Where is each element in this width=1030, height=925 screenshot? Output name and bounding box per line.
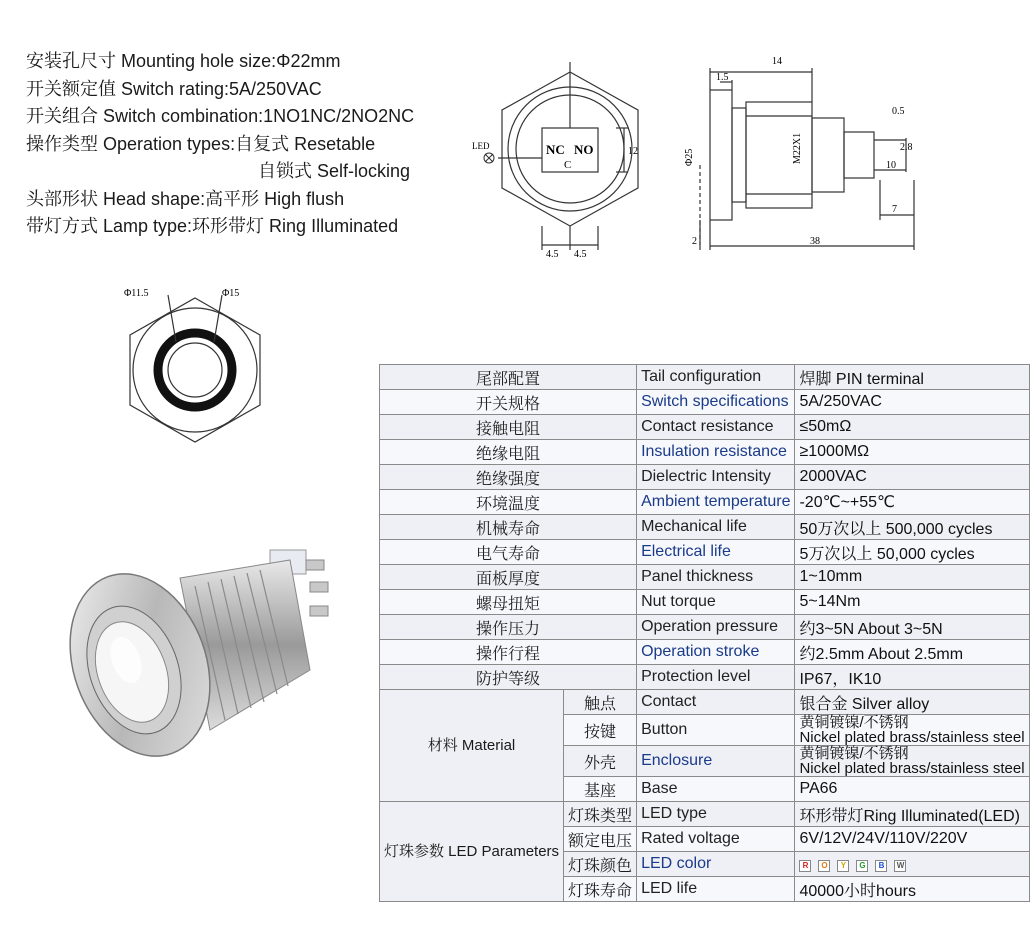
table-row	[380, 665, 1030, 690]
side-m22-label: M22X1	[792, 132, 803, 164]
table-row	[380, 415, 1030, 440]
row-en: Ambient temperature	[637, 490, 795, 515]
row-val: PA66	[795, 777, 1029, 802]
row-val-en: Nickel plated brass/stainless steel	[799, 760, 1025, 777]
led-color-chip: W	[894, 860, 906, 872]
table-row	[380, 490, 1030, 515]
led-color-chip: R	[799, 860, 811, 872]
table-row	[380, 440, 1030, 465]
spec-list	[26, 48, 414, 241]
row-en: Rated voltage	[637, 827, 795, 852]
row-val: 银合金 Silver alloy	[795, 690, 1029, 715]
table-row	[380, 615, 1030, 640]
row-en: Protection level	[637, 665, 795, 690]
spec-operation-types-2: 自锁式 Self-locking	[258, 161, 411, 181]
row-en: Mechanical life	[637, 515, 795, 540]
row-val: 约3~5N About 3~5N	[795, 615, 1029, 640]
row-en: Panel thickness	[637, 565, 795, 590]
row-cn: 防护等级	[380, 665, 637, 690]
row-en: LED color	[637, 852, 795, 877]
row-val: 5A/250VAC	[795, 390, 1029, 415]
row-cn: 外壳	[564, 746, 637, 777]
row-val: 40000小时hours	[795, 877, 1029, 902]
row-val: ≤50mΩ	[795, 415, 1029, 440]
table-row	[380, 565, 1030, 590]
table-row	[380, 690, 1030, 715]
row-val: ≥1000MΩ	[795, 440, 1029, 465]
row-cn: 绝缘电阻	[380, 440, 637, 465]
row-val	[795, 715, 1029, 746]
row-val	[795, 746, 1029, 777]
side-dim-2: 2	[692, 236, 697, 247]
row-cn: 面板厚度	[380, 565, 637, 590]
row-cn: 基座	[564, 777, 637, 802]
row-cn: 环境温度	[380, 490, 637, 515]
row-cn: 触点	[564, 690, 637, 715]
row-cn: 操作压力	[380, 615, 637, 640]
led-color-swatches	[795, 852, 1029, 877]
table-row	[380, 640, 1030, 665]
side-dim-05: 0.5	[892, 106, 905, 117]
row-val-cn: 黄铜镀镍/不锈钢	[799, 714, 909, 731]
row-cn: 电气寿命	[380, 540, 637, 565]
front-led-label: LED	[472, 141, 490, 151]
front-nc-label: NC	[546, 142, 565, 157]
spec-lamp-type: 带灯方式 Lamp type:环形带灯 Ring Illuminated	[26, 216, 399, 236]
side-dim-28: 2.8	[900, 142, 913, 153]
spec-switch-rating: 开关额定值 Switch rating:5A/250VAC	[26, 78, 322, 99]
table-row	[380, 590, 1030, 615]
spec-operation-types: 操作类型 Operation types:自复式 Resetable	[26, 133, 376, 154]
front-c-label: C	[564, 159, 572, 171]
row-val: 约2.5mm About 2.5mm	[795, 640, 1029, 665]
front-no-label: NO	[574, 142, 594, 157]
row-val: 1~10mm	[795, 565, 1029, 590]
row-en: LED type	[637, 802, 795, 827]
row-en: Insulation resistance	[637, 440, 795, 465]
side-view-drawing	[680, 50, 925, 260]
row-val: 2000VAC	[795, 465, 1029, 490]
side-dim-25: Φ25	[684, 148, 695, 166]
row-val: 6V/12V/24V/110V/220V	[795, 827, 1029, 852]
led-color-chip: Y	[837, 860, 849, 872]
row-cn: 开关规格	[380, 390, 637, 415]
row-en: Operation pressure	[637, 615, 795, 640]
side-dim-38: 38	[810, 236, 820, 247]
row-en: Base	[637, 777, 795, 802]
row-cn: 灯珠类型	[564, 802, 637, 827]
head-dim-115: Φ11.5	[124, 288, 149, 299]
row-val: 焊脚 PIN terminal	[795, 365, 1029, 390]
spec-mounting-hole: 安装孔尺寸 Mounting hole size:Φ22mm	[26, 51, 341, 71]
row-cn: 尾部配置	[380, 365, 637, 390]
row-cn: 操作行程	[380, 640, 637, 665]
row-val: 50万次以上 500,000 cycles	[795, 515, 1029, 540]
side-dim-14: 14	[772, 56, 782, 67]
row-en: Electrical life	[637, 540, 795, 565]
led-group-label: 灯珠参数 LED Parameters	[380, 802, 564, 902]
row-cn: 额定电压	[564, 827, 637, 852]
front-dim-45b: 4.5	[574, 249, 587, 260]
row-val-cn: 黄铜镀镍/不锈钢	[799, 745, 909, 762]
row-val: IP67，IK10	[795, 665, 1029, 690]
table-row	[380, 515, 1030, 540]
head-view-drawing	[110, 280, 280, 450]
row-cn: 螺母扭矩	[380, 590, 637, 615]
row-en: Enclosure	[637, 746, 795, 777]
table-row	[380, 365, 1030, 390]
row-val: -20℃~+55℃	[795, 490, 1029, 515]
table-row	[380, 390, 1030, 415]
row-cn: 机械寿命	[380, 515, 637, 540]
front-dim-12: 12	[628, 146, 638, 157]
row-cn: 按键	[564, 715, 637, 746]
row-en: Tail configuration	[637, 365, 795, 390]
row-val: 5~14Nm	[795, 590, 1029, 615]
side-dim-7: 7	[892, 204, 897, 215]
row-en: Button	[637, 715, 795, 746]
row-cn: 接触电阻	[380, 415, 637, 440]
spec-table	[379, 364, 1030, 902]
row-en: Dielectric Intensity	[637, 465, 795, 490]
side-dim-10: 10	[886, 160, 896, 171]
table-row	[380, 540, 1030, 565]
row-val-en: Nickel plated brass/stainless steel	[799, 729, 1025, 746]
front-dim-45a: 4.5	[546, 249, 559, 260]
material-group-label: 材料 Material	[380, 690, 564, 802]
led-color-chip: G	[856, 860, 868, 872]
row-en: Contact resistance	[637, 415, 795, 440]
spec-head-shape: 头部形状 Head shape:高平形 High flush	[26, 188, 345, 209]
front-view-drawing	[470, 50, 670, 260]
row-en: Nut torque	[637, 590, 795, 615]
row-val: 环形带灯Ring Illuminated(LED)	[795, 802, 1029, 827]
table-row	[380, 802, 1030, 827]
row-en: Switch specifications	[637, 390, 795, 415]
side-dim-15: 1.5	[716, 72, 729, 83]
spec-switch-combination: 开关组合 Switch combination:1NO1NC/2NO2NC	[26, 106, 415, 126]
led-color-chip: O	[818, 860, 830, 872]
row-val: 5万次以上 50,000 cycles	[795, 540, 1029, 565]
row-cn: 绝缘强度	[380, 465, 637, 490]
product-photo	[60, 530, 360, 790]
led-color-chip: B	[875, 860, 887, 872]
row-en: Operation stroke	[637, 640, 795, 665]
row-en: Contact	[637, 690, 795, 715]
table-row	[380, 465, 1030, 490]
row-cn: 灯珠寿命	[564, 877, 637, 902]
head-dim-15: Φ15	[222, 288, 240, 299]
row-cn: 灯珠颜色	[564, 852, 637, 877]
row-en: LED life	[637, 877, 795, 902]
